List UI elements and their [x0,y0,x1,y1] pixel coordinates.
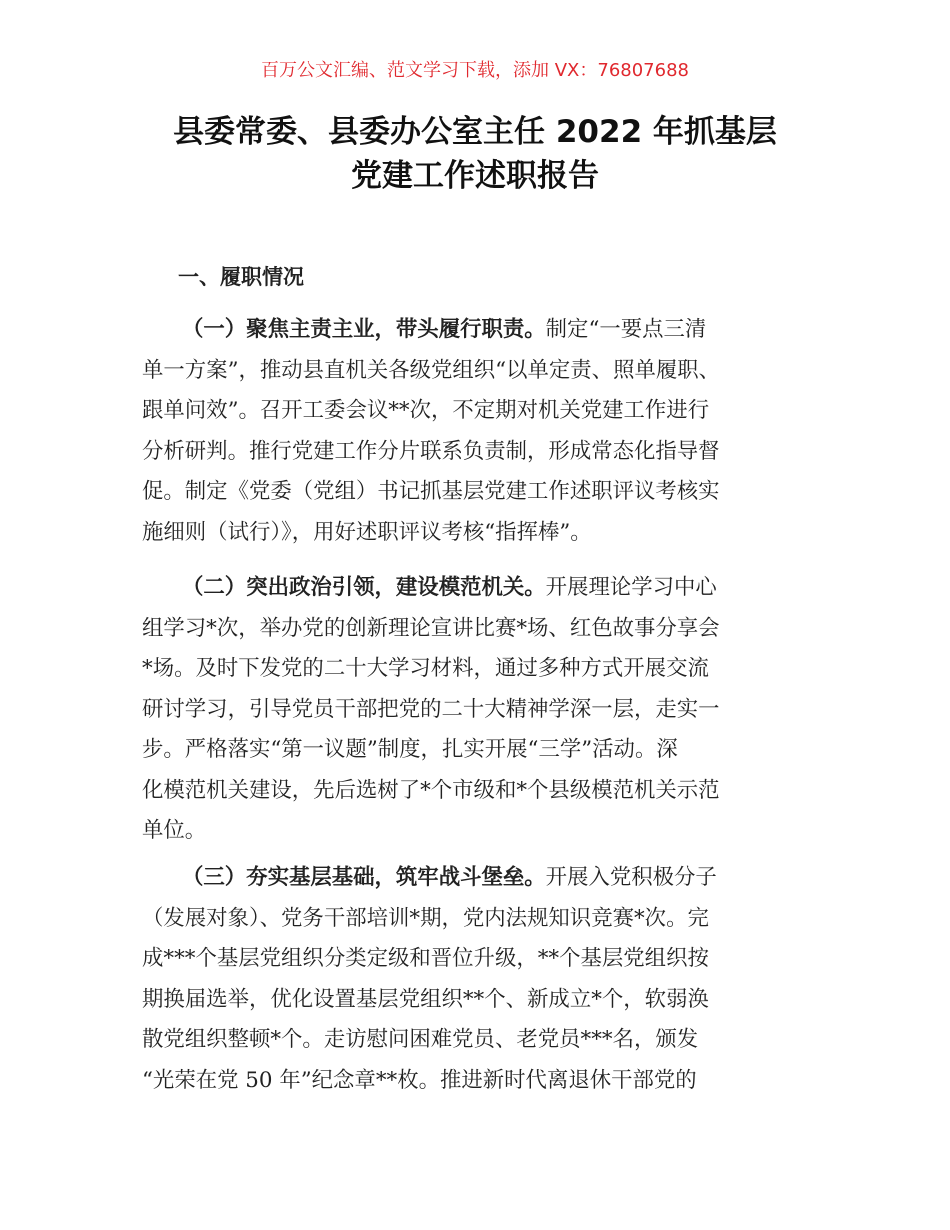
paragraph-first-line [142,310,814,351]
paragraph-line: 化模范机关建设，先后选树了*个市级和*个县级模范机关示范 [142,777,720,803]
paragraph-line: “光荣在党 50 年”纪念章**枚。推进新时代离退休干部党的 [142,1067,697,1093]
paragraph-line: *场。及时下发党的二十大学习材料，通过多种方式开展交流 [142,656,709,681]
paragraph-lead: （二）突出政治引领，建设模范机关。 [182,575,546,600]
paragraph-first-line [142,568,814,609]
paragraph [142,568,814,852]
paragraph-line: 组学习*次，举办党的创新理论宣讲比赛*场、红色故事分享会 [142,615,720,641]
paragraph-line: 步。严格落实“第一议题”制度，扎实开展“三学”活动。深 [142,737,678,762]
paragraph-first-rest: 制定“一要点三清 [545,317,707,342]
paragraph-first-rest: 开展入党积极分子 [545,865,717,890]
paragraph-first-line [142,858,814,899]
title-line-2: 党建工作述职报告 [351,158,599,194]
paragraph-line: 期换届选举，优化设置基层党组织**个、新成立*个，软弱涣 [142,986,709,1012]
title-line-1: 县委常委、县委办公室主任 2022 年抓基层 [173,114,777,150]
paragraph [142,858,814,1101]
paragraph-line: 单位。 [142,818,207,843]
paragraph-line: 促。制定《党委（党组）书记抓基层党建工作述职评议考核实 [142,479,720,504]
paragraph-lead: （三）夯实基层基础，筑牢战斗堡垒。 [182,865,546,890]
paragraph-lead: （一）聚焦主责主业，带头履行职责。 [182,317,546,342]
paragraph-first-rest: 开展理论学习中心 [545,575,717,600]
paragraph-line: （发展对象）、党务干部培训*期，党内法规知识竞赛*次。完 [142,905,709,931]
paragraph-line: 研讨学习，引导党员干部把党的二十大精神学深一层，走实一 [142,696,720,722]
document-title [100,110,850,198]
paragraph-line: 散党组织整顿*个。走访慰问困难党员、老党员***名，颁发 [142,1027,699,1052]
section-heading: 一、履职情况 [178,265,304,289]
paragraph-line: 施细则（试行）》，用好述职评议考核“指挥棒”。 [142,519,592,545]
paragraph-line: 成***个基层党组织分类定级和晋位升级，**个基层党组织按 [142,946,709,971]
paragraph-line: 分析研判。推行党建工作分片联系负责制，形成常态化指导督 [142,438,720,464]
paragraph-line: 单一方案”，推动县直机关各级党组织“以单定责、照单履职、 [142,357,721,383]
watermark-text: 百万公文汇编、范文学习下载，添加 VX：76807688 [261,60,689,81]
paragraph [142,310,814,553]
paragraph-line: 跟单问效”。召开工委会议**次，不定期对机关党建工作进行 [142,398,710,423]
